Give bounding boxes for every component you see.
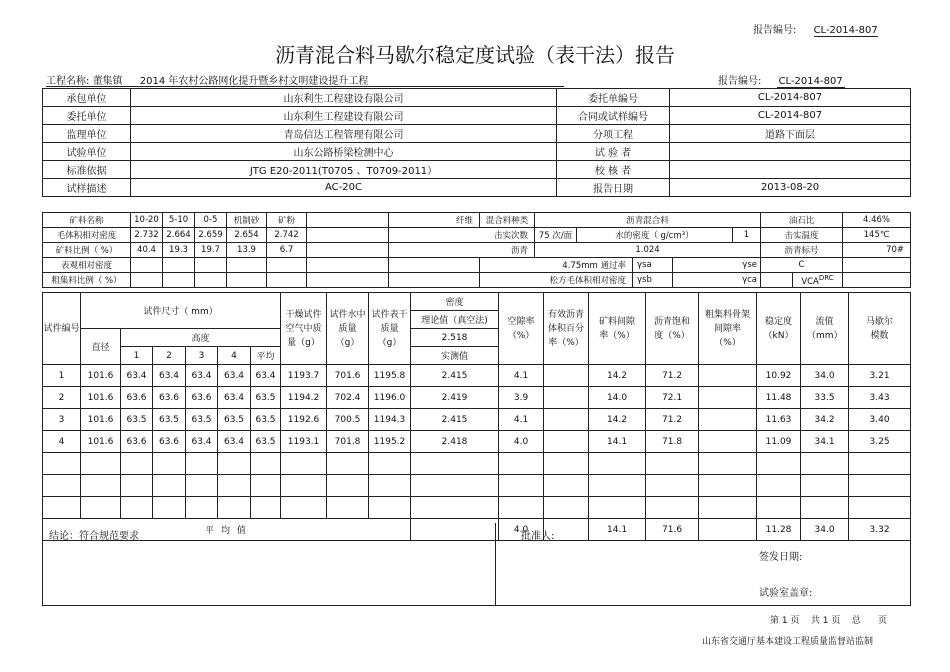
apparent-density-label: 表观相对密度 xyxy=(43,258,131,273)
info-value-2: CL-2014-807 xyxy=(670,107,911,125)
info-label: 试样描述 xyxy=(43,179,131,197)
empty-cell xyxy=(281,497,327,519)
cell-no: 1 xyxy=(43,365,81,387)
empty-cell xyxy=(218,453,251,475)
empty-cell xyxy=(153,475,186,497)
fiber-label: 纤维 xyxy=(389,213,480,228)
empty-cell xyxy=(43,497,81,519)
report-title: 沥青混合料马歇尔稳定度试验（表干法）报告 xyxy=(275,43,675,67)
cell-stab: 11.09 xyxy=(757,431,801,453)
blows-value: 75 次/面 xyxy=(535,228,577,243)
cell-water: 701.8 xyxy=(327,431,369,453)
info-table xyxy=(42,88,911,197)
info-label-2: 合同或试样编号 xyxy=(557,107,670,125)
info-row xyxy=(43,107,911,125)
bulk-density: 2.742 xyxy=(267,228,307,243)
empty-cell xyxy=(801,453,849,475)
avg-vma: 14.1 xyxy=(589,519,646,541)
lab-seal-label: 试验室盖章: xyxy=(759,588,813,599)
material-name: 0-5 xyxy=(195,213,227,228)
empty-cell xyxy=(251,475,281,497)
col-voids: 空隙率（%） xyxy=(499,293,544,365)
cell-vfa: 71.8 xyxy=(646,431,699,453)
cell-dry: 1194.2 xyxy=(281,387,327,409)
empty-cell xyxy=(121,453,153,475)
table-row xyxy=(43,365,911,387)
report-number-label-2: 报告编号: xyxy=(718,76,762,87)
bulk-density: 2.664 xyxy=(163,228,195,243)
cell-h4: 63.4 xyxy=(218,387,251,409)
empty-cell xyxy=(186,475,218,497)
table-row xyxy=(43,387,911,409)
cell-meas: 2.415 xyxy=(411,365,499,387)
empty-cell xyxy=(218,475,251,497)
cell-mod: 3.25 xyxy=(849,431,911,453)
compact-temp-label: 击实温度 xyxy=(761,228,843,243)
material-name: 5-10 xyxy=(163,213,195,228)
material-names-label: 矿料名称 xyxy=(43,213,131,228)
cell-h2: 63.4 xyxy=(153,365,186,387)
cell-h4: 63.5 xyxy=(218,409,251,431)
cell-havg: 63.5 xyxy=(251,387,281,409)
cell-mod: 3.21 xyxy=(849,365,911,387)
cell-vfa: 71.2 xyxy=(646,409,699,431)
empty-cell xyxy=(589,475,646,497)
empty-cell xyxy=(81,497,121,519)
empty-cell xyxy=(327,475,369,497)
asphalt-grade: 70# xyxy=(843,243,911,258)
info-label: 委托单位 xyxy=(43,107,131,125)
col-water-mass: 试件水中质量（g） xyxy=(327,293,369,365)
col-stability: 稳定度（kN） xyxy=(757,293,801,365)
info-label: 承包单位 xyxy=(43,89,131,107)
cell-vma: 14.0 xyxy=(589,387,646,409)
col-theory-density: 理论值（真空法) xyxy=(411,311,499,329)
report-number-label: 报告编号: xyxy=(753,25,797,36)
cell-dry: 1193.1 xyxy=(281,431,327,453)
material-name: 10-20 xyxy=(131,213,163,228)
empty-row xyxy=(43,453,911,475)
cell-eff xyxy=(544,387,589,409)
aggregate-ratio: 40.4 xyxy=(131,243,163,258)
cell-h3: 63.4 xyxy=(186,431,218,453)
mix-type: 沥青混合料 xyxy=(535,213,761,228)
cell-h3: 63.4 xyxy=(186,365,218,387)
empty-cell xyxy=(589,497,646,519)
cell-no: 2 xyxy=(43,387,81,409)
empty-cell xyxy=(646,497,699,519)
cell-havg: 63.5 xyxy=(251,431,281,453)
avg-voids: 4.0 xyxy=(499,519,544,541)
cell-no: 4 xyxy=(43,431,81,453)
cell-dry: 1192.6 xyxy=(281,409,327,431)
info-row xyxy=(43,161,911,179)
cell-voids: 4.0 xyxy=(499,431,544,453)
empty-cell xyxy=(544,453,589,475)
col-density: 密度 xyxy=(411,293,499,311)
c-label: C xyxy=(761,258,843,273)
cell-h2: 63.6 xyxy=(153,431,186,453)
empty-cell xyxy=(327,453,369,475)
bulk-density: 2.732 xyxy=(131,228,163,243)
cell-vfa: 71.2 xyxy=(646,365,699,387)
empty-cell xyxy=(186,497,218,519)
col-flow: 流值（mm） xyxy=(801,293,849,365)
col-diameter: 直径 xyxy=(81,329,121,365)
empty-cell xyxy=(186,453,218,475)
material-name: 矿粉 xyxy=(267,213,307,228)
col-dry-mass: 干燥试件空气中质量（g） xyxy=(281,293,327,365)
col-height-1: 1 xyxy=(121,347,153,365)
bulk-density-label: 毛体积相对密度 xyxy=(43,228,131,243)
empty-cell xyxy=(411,497,499,519)
table-row xyxy=(43,431,911,453)
asphalt-label: 沥青 xyxy=(389,243,535,258)
empty-cell xyxy=(251,453,281,475)
empty-cell xyxy=(121,475,153,497)
empty-cell xyxy=(646,475,699,497)
asphalt-grade-label: 沥青标号 xyxy=(761,243,843,258)
cell-mod: 3.40 xyxy=(849,409,911,431)
cell-h4: 63.4 xyxy=(218,365,251,387)
avg-flow: 34.0 xyxy=(801,519,849,541)
col-height: 高度 xyxy=(121,329,281,347)
empty-cell xyxy=(411,453,499,475)
asphalt-value: 1.024 xyxy=(535,243,761,258)
empty-cell xyxy=(801,497,849,519)
col-effective-asphalt: 有效沥青体积百分率（%） xyxy=(544,293,589,365)
gamma-sa: γsa xyxy=(633,258,673,273)
cell-water: 701.6 xyxy=(327,365,369,387)
bulk-density: 2.659 xyxy=(195,228,227,243)
cell-meas: 2.415 xyxy=(411,409,499,431)
info-value-2 xyxy=(670,161,911,179)
empty-row xyxy=(43,497,911,519)
info-value: JTG E20-2011(T0705 、T0709-2011） xyxy=(131,161,557,179)
avg-vfa: 71.6 xyxy=(646,519,699,541)
aggregate-ratio: 19.3 xyxy=(163,243,195,258)
empty-cell xyxy=(281,475,327,497)
cell-stab: 11.63 xyxy=(757,409,801,431)
aggregate-ratio: 19.7 xyxy=(195,243,227,258)
results-table xyxy=(42,292,911,541)
cell-meas: 2.419 xyxy=(411,387,499,409)
blows-label: 击实次数 xyxy=(389,228,535,243)
empty-cell xyxy=(81,475,121,497)
top-report-number xyxy=(753,21,878,36)
vca-label: VCA xyxy=(801,276,819,287)
avg-modulus: 3.32 xyxy=(849,519,911,541)
gamma-sb: γsb xyxy=(633,273,673,288)
cell-no: 3 xyxy=(43,409,81,431)
page-info: 第 1 页 共 1 页 总 页 xyxy=(770,616,887,626)
empty-cell xyxy=(849,497,911,519)
water-density-label: 水的密度（ g/cm³） xyxy=(577,228,733,243)
empty-cell xyxy=(801,475,849,497)
cell-h4: 63.4 xyxy=(218,431,251,453)
cell-vma: 14.2 xyxy=(589,365,646,387)
table-row xyxy=(43,409,911,431)
cell-voids: 3.9 xyxy=(499,387,544,409)
info-value: 山东利生工程建设有限公司 xyxy=(131,89,557,107)
info-label-2: 分项工程 xyxy=(557,125,670,143)
cell-h2: 63.5 xyxy=(153,409,186,431)
conclusion-box xyxy=(42,523,911,606)
empty-cell xyxy=(499,453,544,475)
mix-type-label: 混合料种类 xyxy=(480,213,535,228)
empty-cell xyxy=(218,497,251,519)
water-density: 1 xyxy=(733,228,761,243)
cell-vma: 14.1 xyxy=(589,431,646,453)
col-vma: 矿料间隙率（%） xyxy=(589,293,646,365)
info-label: 标准依据 xyxy=(43,161,131,179)
empty-cell xyxy=(81,453,121,475)
avg-stability: 11.28 xyxy=(757,519,801,541)
empty-cell xyxy=(699,453,757,475)
aggregate-ratio-label: 矿料比例（ %） xyxy=(43,243,131,258)
col-marshall-modulus: 马歇尔模数 xyxy=(849,293,911,365)
empty-cell xyxy=(121,497,153,519)
empty-cell xyxy=(411,475,499,497)
report-number-line xyxy=(718,72,845,87)
cell-havg: 63.5 xyxy=(251,409,281,431)
col-height-3: 3 xyxy=(186,347,218,365)
info-row xyxy=(43,143,911,161)
cell-h3: 63.5 xyxy=(186,409,218,431)
cell-water: 702.4 xyxy=(327,387,369,409)
cell-flow: 33.5 xyxy=(801,387,849,409)
project-name-line xyxy=(46,72,564,87)
vca-sub: DRC xyxy=(818,273,834,282)
cell-d: 101.6 xyxy=(81,365,121,387)
conclusion-divider xyxy=(495,523,496,605)
cell-surf: 1196.0 xyxy=(369,387,411,409)
empty-cell xyxy=(849,453,911,475)
info-value: 青岛信达工程管理有限公司 xyxy=(131,125,557,143)
cell-h2: 63.6 xyxy=(153,387,186,409)
vca-cell xyxy=(793,273,843,288)
cell-h1: 63.5 xyxy=(121,409,153,431)
project-name: 2014 年农村公路网化提升暨乡村文明建设提升工程 xyxy=(139,76,369,87)
cell-flow: 34.1 xyxy=(801,431,849,453)
empty-cell xyxy=(43,475,81,497)
issue-date-label: 签发日期: xyxy=(759,552,803,563)
report-number-value: CL-2014-807 xyxy=(813,25,878,36)
empty-cell xyxy=(849,475,911,497)
cell-h1: 63.4 xyxy=(121,365,153,387)
empty-cell xyxy=(153,497,186,519)
cell-surf: 1194.3 xyxy=(369,409,411,431)
cell-d: 101.6 xyxy=(81,387,121,409)
cell-voids: 4.1 xyxy=(499,409,544,431)
cell-h3: 63.6 xyxy=(186,387,218,409)
empty-cell xyxy=(757,475,801,497)
empty-cell xyxy=(251,497,281,519)
empty-cell xyxy=(281,453,327,475)
empty-cell xyxy=(589,453,646,475)
empty-cell xyxy=(499,497,544,519)
empty-cell xyxy=(544,475,589,497)
project-town: 董集镇 xyxy=(92,76,123,87)
cell-coarse xyxy=(699,431,757,453)
empty-cell xyxy=(153,453,186,475)
empty-cell xyxy=(499,475,544,497)
cell-surf: 1195.2 xyxy=(369,431,411,453)
bulk-density: 2.654 xyxy=(227,228,267,243)
info-value: 山东利生工程建设有限公司 xyxy=(131,107,557,125)
material-name: 机制砂 xyxy=(227,213,267,228)
coarse-ratio-label: 粗集料比例（ %） xyxy=(43,273,131,288)
col-specimen-no: 试件编号 xyxy=(43,293,81,365)
cell-d: 101.6 xyxy=(81,409,121,431)
col-height-avg: 平均 xyxy=(251,347,281,365)
info-row xyxy=(43,179,911,197)
oil-ratio-label: 油石比 xyxy=(761,213,843,228)
cell-flow: 34.0 xyxy=(801,365,849,387)
info-label-2: 校 核 者 xyxy=(557,161,670,179)
info-label-2: 委托单编号 xyxy=(557,89,670,107)
cell-stab: 11.48 xyxy=(757,387,801,409)
conclusion-text: 结论：符合规范要求 xyxy=(49,531,139,542)
info-label-2: 试 验 者 xyxy=(557,143,670,161)
cell-vfa: 72.1 xyxy=(646,387,699,409)
cell-surf: 1195.8 xyxy=(369,365,411,387)
cell-water: 700.5 xyxy=(327,409,369,431)
cell-havg: 63.4 xyxy=(251,365,281,387)
empty-cell xyxy=(327,497,369,519)
col-coarse-voids: 粗集料骨架间隙率（%） xyxy=(699,293,757,365)
cell-coarse xyxy=(699,409,757,431)
aggregate-ratio: 6.7 xyxy=(267,243,307,258)
oil-ratio: 4.46% xyxy=(843,213,911,228)
cell-d: 101.6 xyxy=(81,431,121,453)
cell-meas: 2.418 xyxy=(411,431,499,453)
cell-mod: 3.43 xyxy=(849,387,911,409)
empty-cell xyxy=(699,497,757,519)
col-vfa: 沥青饱和度（%） xyxy=(646,293,699,365)
empty-cell xyxy=(369,453,411,475)
empty-cell xyxy=(646,453,699,475)
cell-eff xyxy=(544,431,589,453)
col-height-2: 2 xyxy=(153,347,186,365)
empty-cell xyxy=(757,453,801,475)
info-label-2: 报告日期 xyxy=(557,179,670,197)
cell-coarse xyxy=(699,387,757,409)
cell-coarse xyxy=(699,365,757,387)
info-value-2: 2013-08-20 xyxy=(670,179,911,197)
passing-label: 4.75mm 通过率 xyxy=(480,258,633,273)
empty-cell xyxy=(369,497,411,519)
cell-voids: 4.1 xyxy=(499,365,544,387)
loose-density-label: 松方毛体积相对密度 xyxy=(480,273,633,288)
info-value: 山东公路桥梁检测中心 xyxy=(131,143,557,161)
supervisor-note: 山东省交通厅基本建设工程质量监督站监制 xyxy=(702,637,874,647)
average-label: 平 均 值 xyxy=(43,519,411,541)
empty-row xyxy=(43,475,911,497)
project-name-label: 工程名称: xyxy=(46,76,90,87)
theory-density-value: 2.518 xyxy=(411,329,499,347)
compact-temp: 145℃ xyxy=(843,228,911,243)
report-number-value-2: CL-2014-807 xyxy=(778,76,843,87)
gamma-ca: γca xyxy=(673,273,761,288)
cell-vma: 14.2 xyxy=(589,409,646,431)
col-surface-dry-mass: 试件表干质量（g） xyxy=(369,293,411,365)
info-row xyxy=(43,125,911,143)
cell-eff xyxy=(544,365,589,387)
approver-label: 批准人: xyxy=(521,531,555,542)
info-label: 试验单位 xyxy=(43,143,131,161)
cell-flow: 34.2 xyxy=(801,409,849,431)
cell-stab: 10.92 xyxy=(757,365,801,387)
cell-eff xyxy=(544,409,589,431)
cell-h1: 63.6 xyxy=(121,431,153,453)
aggregate-ratio: 13.9 xyxy=(227,243,267,258)
info-label: 监理单位 xyxy=(43,125,131,143)
gamma-se: γse xyxy=(673,258,761,273)
empty-cell xyxy=(369,475,411,497)
empty-cell xyxy=(757,497,801,519)
col-measured-density: 实测值 xyxy=(411,347,499,365)
col-height-4: 4 xyxy=(218,347,251,365)
materials-table xyxy=(42,212,911,288)
info-value-2: CL-2014-807 xyxy=(670,89,911,107)
info-row xyxy=(43,89,911,107)
empty-cell xyxy=(544,497,589,519)
col-size: 试件尺寸（ mm） xyxy=(81,293,281,329)
cell-h1: 63.6 xyxy=(121,387,153,409)
empty-cell xyxy=(699,475,757,497)
cell-dry: 1193.7 xyxy=(281,365,327,387)
info-value-2 xyxy=(670,143,911,161)
info-value: AC-20C xyxy=(131,179,557,197)
empty-cell xyxy=(43,453,81,475)
info-value-2: 道路下面层 xyxy=(670,125,911,143)
